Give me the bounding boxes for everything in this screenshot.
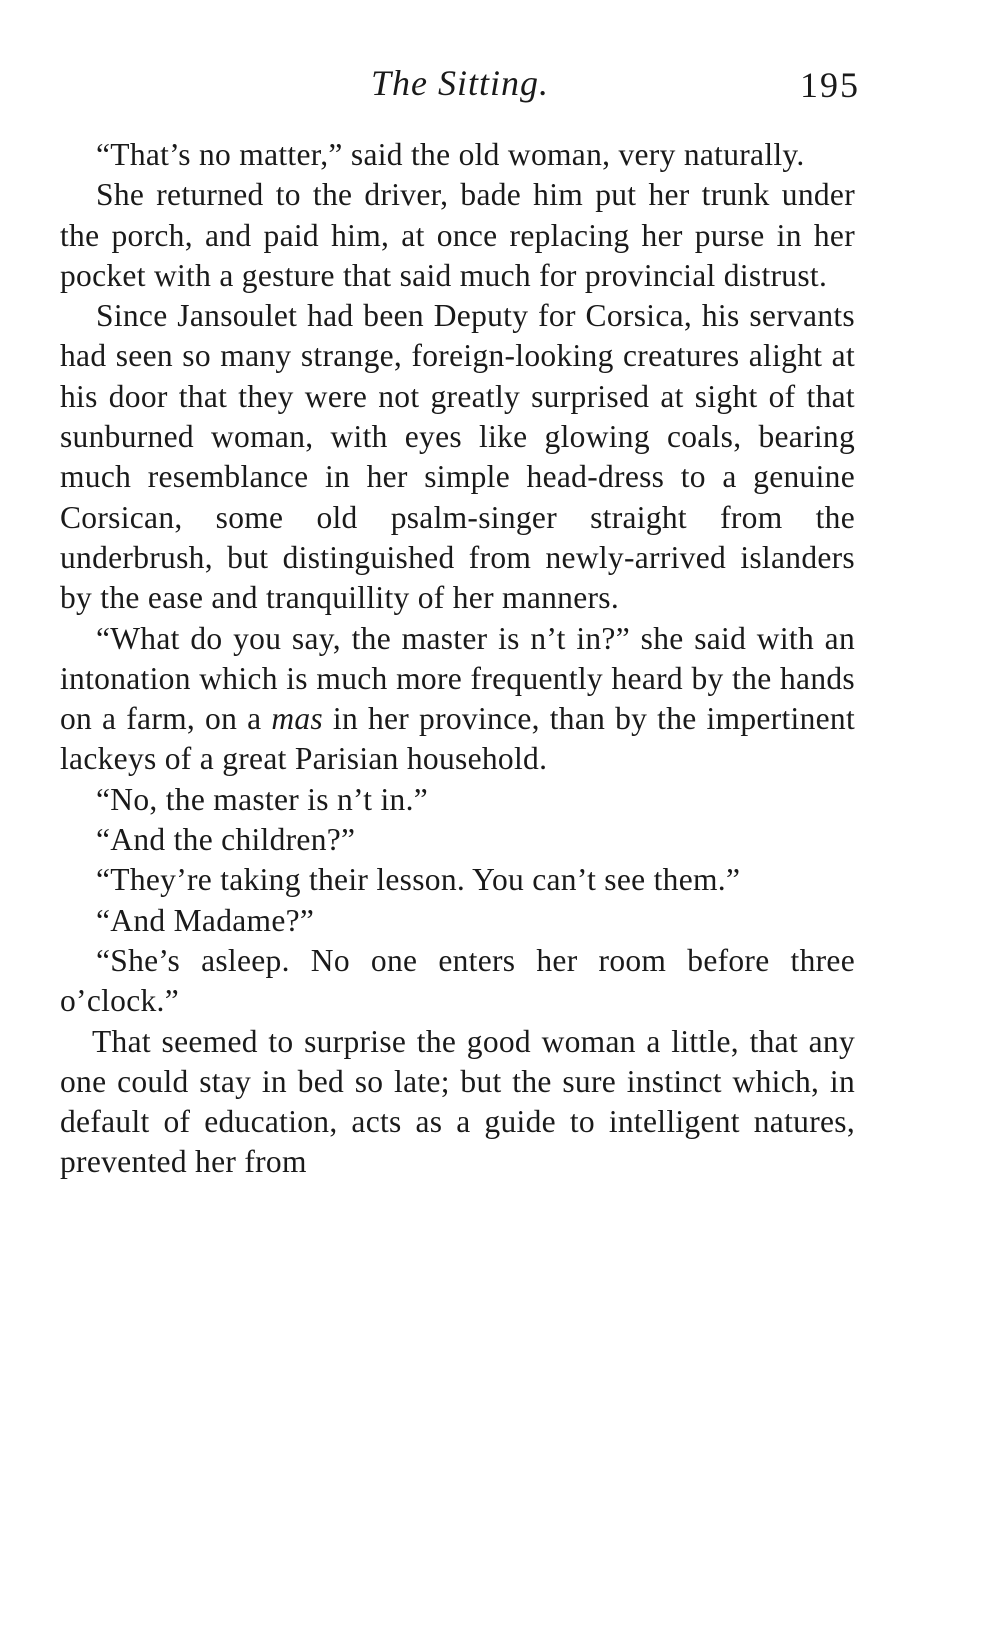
body-text <box>60 135 855 1183</box>
paragraph-2: She returned to the driver, bade him put her trunk under the porch, and paid him, at once replacing her purse in her pocket with a gesture that said much for provincial distrust. <box>60 177 855 293</box>
paragraph-1: “That’s no matter,” said the old woman, very naturally. <box>96 137 805 172</box>
paragraph-8: “And Madame?” <box>96 902 315 938</box>
paragraph-4-text-after: in her province, than by the impertinent lackeys of a great Parisian household. <box>60 701 855 777</box>
page-header <box>60 62 860 112</box>
paragraph-5: “No, the master is n’t in.” <box>96 781 429 817</box>
paragraph-10: That seemed to surprise the good woman a little, that any one could stay in bed so late; but the sure instinct which, in default of education, acts as a guide to intelligent natures, prevented her from <box>60 1023 855 1180</box>
paragraph-3: Since Jansoulet had been Deputy for Corsica, his servants had seen so many strange, foreign-looking creatures alight at his door that they were not greatly surprised at sight of that sunburned woman, with eyes like glowing coals, bearing much resemblance in her simple head-dress to a genuine Corsican, some old psalm-singer straight from the underbrush, but distinguished from newly-arrived islanders by the ease and tranquillity of her manners. <box>60 298 855 616</box>
paragraph-4-emphasis: mas <box>271 701 323 737</box>
paragraph-9: “She’s asleep. No one enters her room before three o’clock.” <box>60 942 855 1019</box>
paragraph-6: “And the children?” <box>96 822 356 858</box>
paragraph-7: “They’re taking their lesson. You can’t see them.” <box>96 862 741 898</box>
paragraph-4 <box>60 619 855 780</box>
running-title: The Sitting. <box>370 63 549 103</box>
page-number: 195 <box>800 65 860 105</box>
paragraph-4-text-before: “What do you say, the master is n’t in?” she said with an intonation which is much more frequently heard by the hands on a farm, on a <box>60 620 855 737</box>
